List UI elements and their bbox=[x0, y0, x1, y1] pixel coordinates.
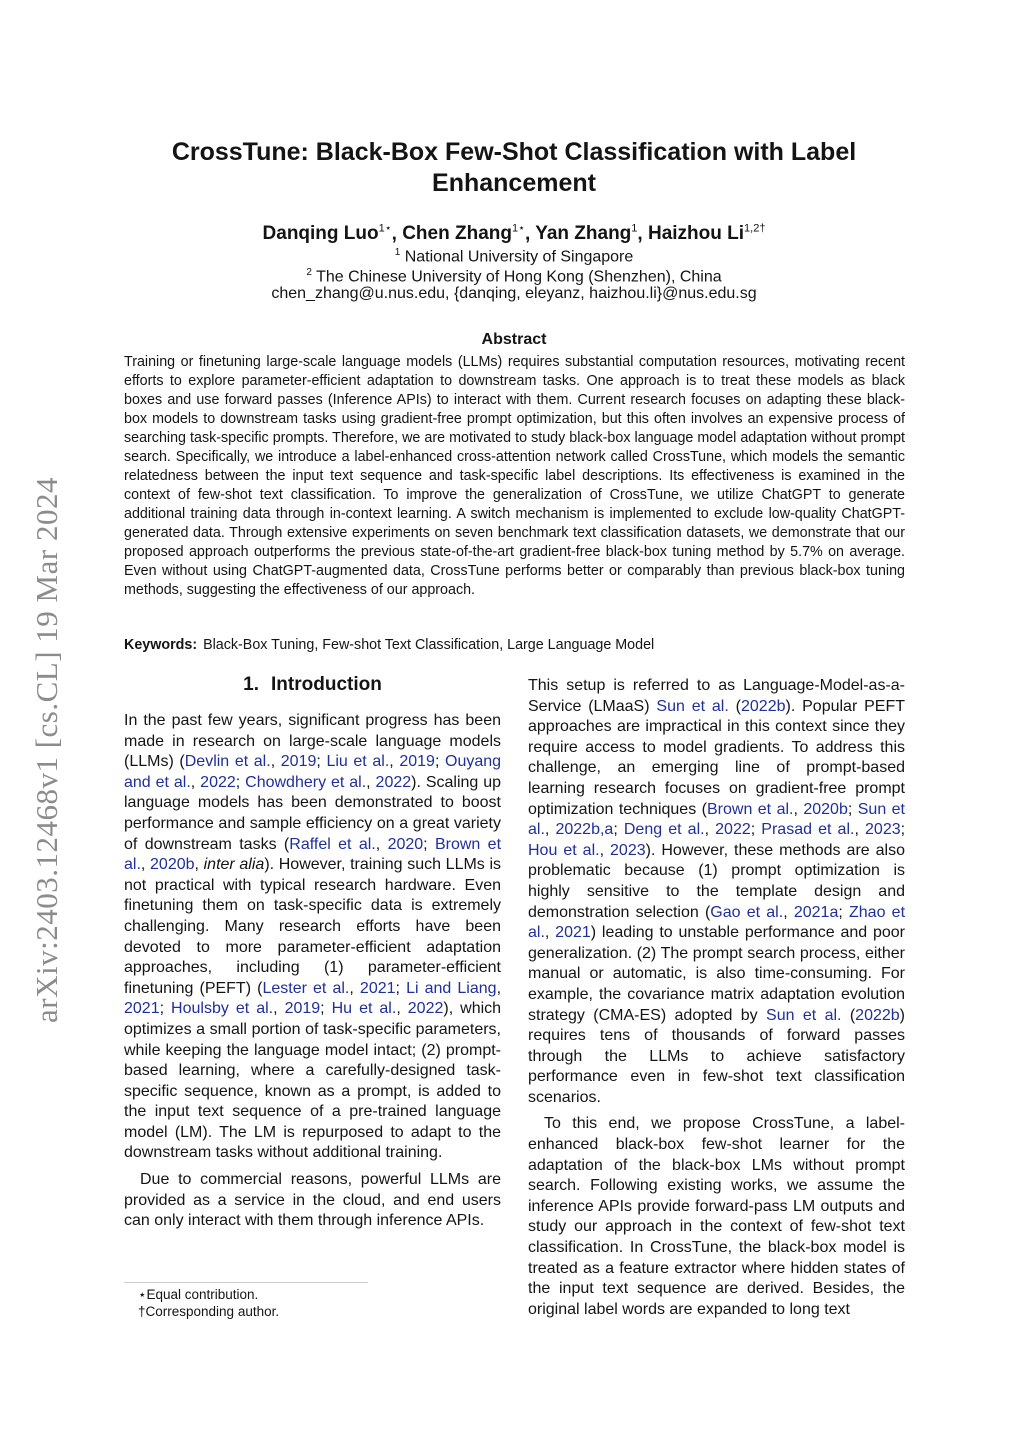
citation-link[interactable]: Sun et al. bbox=[528, 800, 906, 839]
citation-link[interactable]: 2022 bbox=[715, 821, 751, 839]
citation-link[interactable]: Hou et al. bbox=[528, 841, 600, 859]
citation-link[interactable]: Houlsby et al. bbox=[171, 1000, 274, 1018]
citation-link[interactable]: Prasad et al. bbox=[761, 821, 855, 839]
footnote-divider bbox=[124, 1282, 368, 1283]
citation-link[interactable]: Gao et al. bbox=[710, 903, 784, 921]
citation-link[interactable]: Lester et al. bbox=[262, 979, 350, 997]
citation-link[interactable]: Sun et al. bbox=[766, 1006, 842, 1024]
citation-link[interactable]: Deng et al. bbox=[623, 821, 705, 839]
italic-text: inter alia bbox=[203, 856, 265, 874]
arxiv-identifier: arXiv:2403.12468v1 [cs.CL] 19 Mar 2024 bbox=[29, 477, 64, 1023]
citation-link[interactable]: 2021 bbox=[124, 1000, 160, 1018]
intro-paragraph: This setup is referred to as Language-Model-as-a-Service (LMaaS) Sun et al. (2022b). Popular PEFT approaches are impractical in this context since they require access to model gradients. To address this challenge, an emerging line of prompt-based learning research focuses on gradient-free prompt optimization techniques (Brown et al., 2020b; Sun et al., 2022b,a; Deng et al., 2022; Prasad et al., 2023; Hou et al., 2023). However, these methods are also problematic because (1) prompt optimization is highly sensitive to the template design and demonstration selection (Gao et al., 2021a; Zhao et al., 2021) leading to unstable performance and poor generalization. (2) The prompt search process, either manual or automatic, is also time-consuming. For example, the covariance matrix adaptation evolution strategy (CMA-ES) adopted by Sun et al. (2022b) requires tens of thousands of forward passes through the LLMs to achieve satisfactory performance even in few-shot text classification scenarios. bbox=[528, 677, 906, 1106]
left-column bbox=[124, 673, 501, 1232]
right-column bbox=[528, 676, 905, 1320]
citation-link[interactable]: 2022 bbox=[407, 1000, 444, 1018]
citation-link[interactable]: Ouyang and et al. bbox=[124, 753, 502, 791]
citation-link[interactable]: 2021 bbox=[555, 924, 591, 942]
citation-link[interactable]: Liu et al. bbox=[326, 753, 390, 771]
arxiv-side-stamp bbox=[24, 450, 70, 1050]
citation-link[interactable]: Chowdhery et al. bbox=[245, 773, 367, 791]
citation-link[interactable]: Brown et al. bbox=[124, 835, 502, 874]
citation-link[interactable]: 2022b,a bbox=[555, 821, 614, 839]
citation-link[interactable]: 2022 bbox=[375, 773, 412, 791]
intro-paragraph: In the past few years, significant progress has been made in research on large-scale language models (LLMs) (Devlin et al., 2019; Liu et al., 2019; Ouyang and et al., 2022; Chowdhery et al., 2022). Scaling up language models has been demonstrated to boost performance and sample efficiency on a great variety of downstream tasks (Raffel et al., 2020; Brown et al., 2020b, inter alia). However, training such LLMs is not practical with typical research hardware. Even finetuning them on task-specific data is extremely challenging. Many research efforts have been devoted to more parameter-efficient adaptation approaches, including (1) parameter-efficient finetuning (PEFT) (Lester et al., 2021; Li and Liang, 2021; Houlsby et al., 2019; Hu et al., 2022), which optimizes a small portion of task-specific parameters, while keeping the language model intact; (2) prompt-based learning, where a carefully-designed task-specific sequence, known as a prompt, is added to the input text sequence of a pre-trained language model (LM). The LM is repurposed to adapt to the downstream tasks without additional training. bbox=[124, 712, 502, 1162]
citation-link[interactable]: Zhao et al. bbox=[528, 903, 906, 942]
author: Danqing Luo$^{1⋆}$ bbox=[262, 223, 392, 245]
affiliation: $^1$ National University of Singapore bbox=[394, 247, 634, 266]
author-emails: chen_zhang@u.nus.edu, {danqing, eleyanz, haizhou.li}@nus.edu.sg bbox=[271, 285, 757, 302]
footnote: ⋆Equal contribution. bbox=[138, 1287, 259, 1302]
citation-link[interactable]: 2022 bbox=[200, 773, 236, 791]
citation-link[interactable]: 2020 bbox=[387, 835, 424, 853]
keywords-label: Keywords: bbox=[124, 637, 198, 653]
citation-link[interactable]: Sun et al. bbox=[656, 697, 729, 715]
citation-link[interactable]: 2023 bbox=[865, 821, 901, 839]
intro-paragraph: To this end, we propose CrossTune, a label-enhanced black-box few-shot learner for the adaptation of the black-box LMs without prompt search. Following existing works, we assume the inference APIs provide forward-pass LM outputs and study our approach in the context of few-shot text classification. In CrossTune, the black-box model is treated as a feature extractor where hidden states of the input text sequence are derived. Besides, the original label words are expanded to long text bbox=[528, 1115, 905, 1318]
citation-link[interactable]: 2019 bbox=[284, 1000, 321, 1018]
author-list: Danqing Luo$^{1⋆}$, Chen Zhang$^{1⋆}$, Yan Zhang$^1$, Haizhou $Li^{1,2\dagger}$ bbox=[262, 223, 766, 245]
citation-link[interactable]: 2019 bbox=[280, 753, 317, 771]
citation-link[interactable]: Brown et al. bbox=[706, 800, 794, 818]
keywords bbox=[124, 636, 654, 655]
citation-link[interactable]: 2021a bbox=[793, 903, 839, 921]
intro-paragraph: Due to commercial reasons, powerful LLMs are provided as a service in the cloud, and end users can only interact with them through inference APIs. bbox=[124, 1171, 501, 1230]
citation-link[interactable]: 2022b bbox=[741, 697, 786, 715]
author: Haizhou $Li^{1,2\dagger}$ bbox=[647, 223, 766, 245]
citation-link[interactable]: 2019 bbox=[399, 753, 435, 771]
affiliation: $^2$ The Chinese University of Hong Kong (Shenzhen), China bbox=[306, 267, 722, 286]
keywords-list: Black-Box Tuning, Few-shot Text Classification, Large Language Model bbox=[203, 637, 655, 653]
citation-link[interactable]: 2020b bbox=[150, 856, 195, 874]
footnotes bbox=[138, 1286, 279, 1320]
citation-link[interactable]: Hu et al. bbox=[331, 1000, 397, 1018]
abstract-body: Training or finetuning large-scale language models (LLMs) requires substantial computation resources, motivating recent efforts to explore parameter-efficient adaptation to downstream tasks. One approach is to treat these models as black boxes and use forward passes (Inference APIs) to interact with them. Current research focuses on adapting these black-box models to downstream tasks using gradient-free prompt optimization, but this often involves an expensive process of searching task-specific prompts. Therefore, we are motivated to study black-box language model adaptation without prompt search. Specifically, we introduce a label-enhanced cross-attention network called CrossTune, which models the semantic relatedness between the input text sequence and task-specific label descriptions. Its effectiveness is examined in the context of few-shot text classification. To improve the generalization of CrossTune, we utilize ChatGPT to generate additional training data through in-context learning. A switch mechanism is implemented to exclude low-quality ChatGPT-generated data. Through extensive experiments on seven benchmark text classification datasets, we demonstrate that our proposed approach outperforms the previous state-of-the-art gradient-free black-box tuning method by 5.7% on average. Even without using ChatGPT-augmented data, CrossTune performs better or comparably than previous black-box tuning methods, suggesting the effectiveness of our approach. bbox=[124, 354, 905, 598]
citation-link[interactable]: 2023 bbox=[610, 841, 646, 859]
paper-title: CrossTune: Black-Box Few-Shot Classification with Label Enhancement bbox=[171, 138, 857, 197]
citation-link[interactable]: Raffel et al. bbox=[289, 835, 376, 853]
citation-link[interactable]: Devlin et al. bbox=[184, 753, 271, 771]
author: Chen Zhang$^{1⋆}$ bbox=[402, 223, 525, 245]
citation-link[interactable]: 2021 bbox=[359, 979, 396, 997]
citation-link[interactable]: 2022b bbox=[855, 1006, 900, 1024]
section-heading: 1. Introduction bbox=[243, 674, 382, 695]
citation-link[interactable]: Li and Liang bbox=[406, 979, 497, 997]
footnote: †Corresponding author. bbox=[138, 1304, 280, 1319]
citation-link[interactable]: 2020b bbox=[803, 800, 848, 818]
author: Yan Zhang$^1$ bbox=[535, 223, 638, 245]
abstract-heading: Abstract bbox=[481, 331, 547, 348]
